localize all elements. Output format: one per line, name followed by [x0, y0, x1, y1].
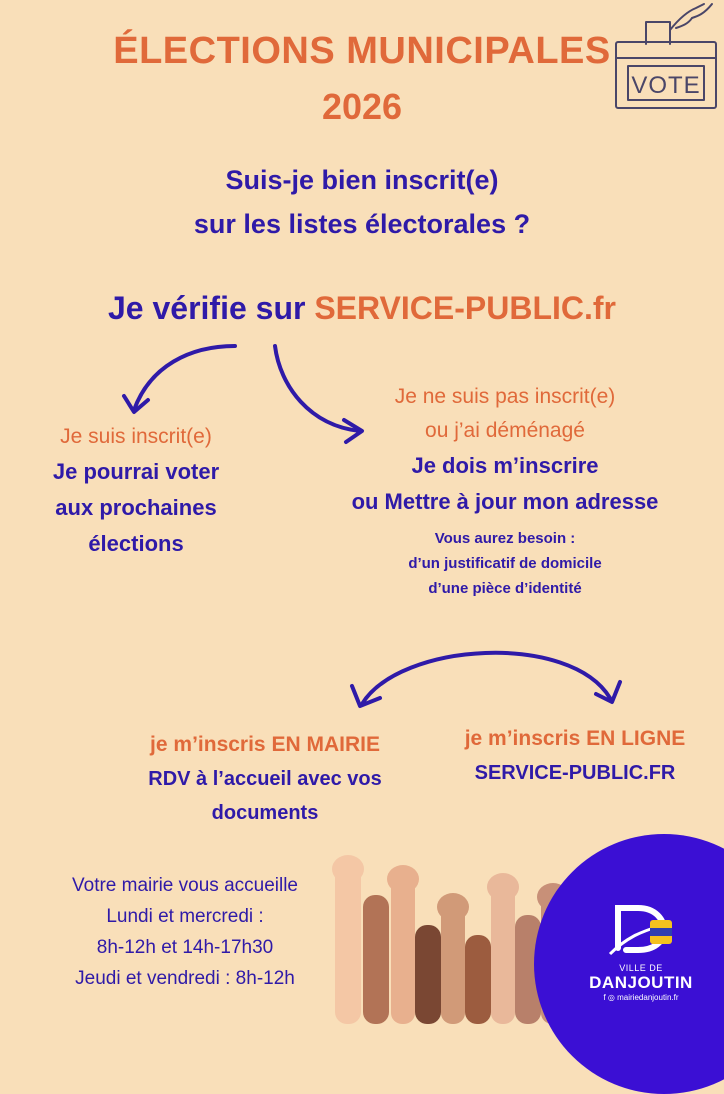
question-line-2: sur les listes électorales ? — [193, 209, 531, 239]
page-title: ÉLECTIONS MUNICIPALES — [113, 30, 611, 72]
register-online-block — [430, 722, 720, 790]
city-logo — [576, 898, 706, 1002]
page-title-year: 2026 — [321, 86, 403, 127]
verify-site-link[interactable]: SERVICE-PUBLIC.fr — [314, 290, 616, 326]
in-person-line-2: documents — [211, 802, 319, 824]
not-registered-line-1: Je dois m’inscrire — [411, 453, 599, 478]
city-website-link[interactable]: f ◎ mairiedanjoutin.fr — [603, 993, 679, 1002]
verify-prefix: Je vérifie sur — [107, 290, 306, 326]
danjoutin-logo-icon — [606, 898, 676, 958]
hours-line: Lundi et mercredi : — [106, 906, 264, 927]
not-registered-heading-2: ou j’ai déménagé — [425, 419, 585, 442]
registered-block — [0, 420, 272, 562]
verify-line — [0, 290, 724, 327]
city-prefix: VILLE DE — [619, 963, 663, 973]
question-line-1: Suis-je bien inscrit(e) — [225, 165, 499, 195]
in-person-line-1: RDV à l’accueil avec vos — [148, 768, 382, 790]
online-heading: je m’inscris EN LIGNE — [464, 727, 686, 750]
registered-line-2: aux prochaines — [55, 495, 217, 520]
question-heading — [0, 158, 724, 246]
city-name: DANJOUTIN — [589, 973, 693, 992]
registered-line-3: élections — [88, 531, 184, 556]
hours-line: 8h-12h et 14h-17h30 — [96, 937, 274, 958]
not-registered-line-2: ou Mettre à jour mon adresse — [351, 489, 659, 514]
opening-hours — [20, 870, 350, 994]
online-site-link[interactable]: SERVICE-PUBLIC.FR — [474, 762, 676, 784]
registered-heading: Je suis inscrit(e) — [60, 425, 212, 448]
registered-line-1: Je pourrai voter — [52, 459, 220, 484]
double-arrow-icon — [340, 632, 640, 716]
hours-line: Jeudi et vendredi : 8h-12h — [75, 968, 295, 989]
requirements-list — [290, 526, 720, 601]
hours-line: Votre mairie vous accueille — [72, 875, 298, 896]
not-registered-block — [290, 380, 720, 601]
city-branding — [534, 844, 724, 1024]
not-registered-heading-1: Je ne suis pas inscrit(e) — [394, 385, 616, 408]
vote-box-label: VOTE — [631, 72, 701, 99]
requirements-title: Vous aurez besoin : — [434, 530, 576, 547]
in-person-heading: je m’inscris EN MAIRIE — [150, 733, 380, 756]
requirement-item: d’un justificatif de domicile — [408, 555, 602, 572]
requirement-item: d’une pièce d’identité — [428, 580, 582, 597]
register-in-person-block — [100, 728, 430, 830]
